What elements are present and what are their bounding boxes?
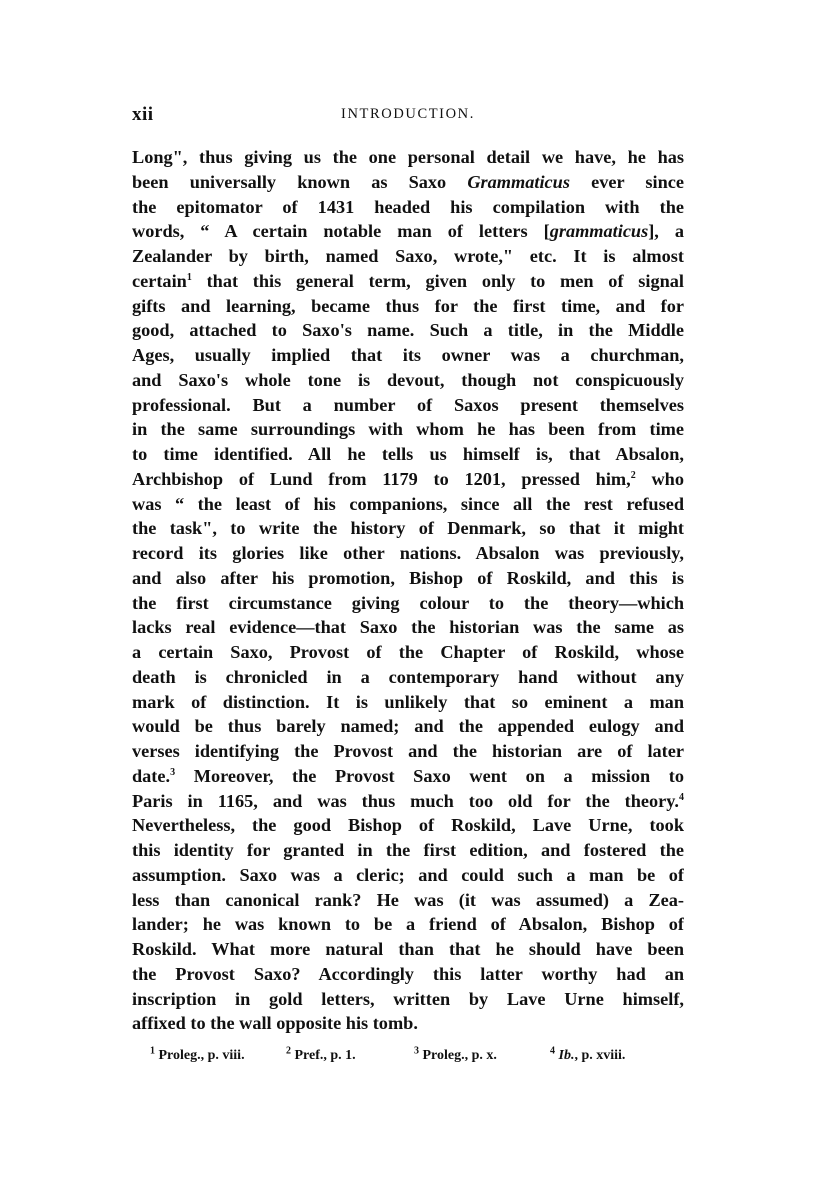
text-line [132,789,684,814]
text-line [132,615,684,640]
footnote-mark: 1 [150,1045,155,1057]
footnote-mark: 2 [286,1045,291,1057]
line-text: this identity for granted in the first edition, and fostered the [132,840,684,860]
line-text: mark of distinction. It is unlikely that so eminent a man [132,691,684,712]
footnote [150,1045,245,1064]
line-text: Zealander by birth, named Saxo, wrote," etc. It is almost [132,246,684,266]
footnote-text: Proleg., p. x. [422,1048,497,1063]
text-line [132,492,684,517]
line-text: the first circumstance giving colour to the theory—which [132,592,684,613]
line-text: the task", to write the history of Denmark, so that it might [132,518,684,539]
line-text: Archbishop of Lund from 1179 to 1201, pressed him, [132,468,631,489]
line-text: been universally known as Saxo [132,171,468,192]
line-text: and Saxo's whole tone is devout, though not conspicuously [132,369,684,390]
line-text: Ages, usually implied that its owner was a churchman, [132,345,684,365]
footnote-mark: 4 [550,1045,555,1057]
text-line [132,219,684,244]
line-text: would be thus barely named; and the appended eulogy and [132,716,684,737]
text-line [132,294,684,319]
text-line [132,195,684,220]
footnote-text: Pref., p. 1. [294,1048,356,1063]
text-line [132,318,684,343]
text-line [132,170,684,195]
line-text: Moreover, the Provost Saxo went on a mission to [175,765,684,786]
line-text: inscription in gold letters, written by Lave Urne himself, [132,988,684,1009]
text-line [132,145,684,170]
text-line [132,417,684,442]
text-line [132,813,684,838]
footnote-text: Proleg., p. viii. [158,1048,245,1063]
text-line [132,1011,684,1036]
footnote [550,1045,626,1064]
line-text: to time identified. All he tells us himself is, that Absalon, [132,444,684,464]
text-line [132,566,684,591]
text-line [132,442,684,467]
line-text: lander; he was known to be a friend of Absalon, Bishop of [132,914,684,935]
text-line [132,888,684,913]
text-line [132,764,684,789]
text-line [132,269,684,294]
running-title: INTRODUCTION. [341,106,475,122]
text-line [132,987,684,1012]
text-line [132,962,684,987]
line-text: ever since [569,171,684,192]
line-text: certain [132,270,187,291]
text-line [132,937,684,962]
line-text: in the same surroundings with whom he has been from time [132,419,684,440]
line-text: the Provost Saxo? Accordingly this latter worthy had an [132,963,684,984]
text-line [132,244,684,269]
line-text: assumption. Saxo was a cleric; and could such a man be of [132,864,684,885]
line-text: that this general term, given only to men of signal [191,270,684,291]
footnote-ref: 2 [630,469,636,481]
italic-term: grammaticus [549,221,649,242]
italic-term: Grammaticus [467,171,570,192]
line-text: death is chronicled in a contemporary hand without any [132,666,684,687]
text-line [132,739,684,764]
page-header [132,104,684,132]
text-line [132,690,684,715]
text-line [132,343,684,368]
footnotes [150,1045,684,1070]
footnote-italic: Ib. [558,1048,575,1063]
footnote [286,1045,356,1064]
text-line [132,912,684,937]
line-text: was “ the least of his companions, since all the rest refused [132,493,684,514]
line-text: affixed to the wall opposite his tomb. [132,1013,418,1034]
text-line [132,393,684,418]
line-text: and also after his promotion, Bishop of Roskild, and this is [132,567,684,588]
line-text: Roskild. What more natural than that he should have been [132,939,684,959]
line-text: record its glories like other nations. Absalon was previously, [132,543,684,563]
footnote-ref: 3 [170,766,176,778]
line-text: professional. But a number of Saxos present themselves [132,394,684,415]
line-text: lacks real evidence—that Saxo the historian was the same as [132,617,684,638]
line-text: a certain Saxo, Provost of the Chapter of Roskild, whose [132,642,684,662]
text-line [132,640,684,665]
footnote-text: , p. xviii. [574,1048,626,1063]
footnote-ref: 4 [679,791,684,803]
body-text [132,145,684,1036]
text-line [132,516,684,541]
text-line [132,541,684,566]
text-line [132,591,684,616]
line-text: words, “ A certain notable man of letters [ [132,221,550,242]
line-text: less than canonical rank? He was (it was assumed) a Zea- [132,889,684,910]
line-text: verses identifying the Provost and the historian are of later [132,741,684,761]
text-line [132,838,684,863]
line-text: good, attached to Saxo's name. Such a title, in the Middle [132,320,684,341]
footnote-ref: 1 [186,271,192,283]
line-text: gifts and learning, became thus for the first time, and for [132,295,684,316]
line-text: Nevertheless, the good Bishop of Roskild, Lave Urne, took [132,815,684,836]
text-line [132,665,684,690]
footnote [414,1045,497,1064]
line-text: Paris in 1165, and was thus much too old for the theory. [132,790,679,811]
line-text: date. [132,765,171,786]
line-text: Long", thus giving us the one personal detail we have, he has [132,147,684,167]
line-text: ], a [648,221,684,242]
line-text: who [635,468,684,489]
footnote-mark: 3 [414,1045,419,1057]
text-line [132,467,684,492]
text-line [132,714,684,739]
page-number: xii [132,104,154,125]
text-line [132,368,684,393]
text-line [132,863,684,888]
line-text: the epitomator of 1431 headed his compilation with the [132,196,684,217]
